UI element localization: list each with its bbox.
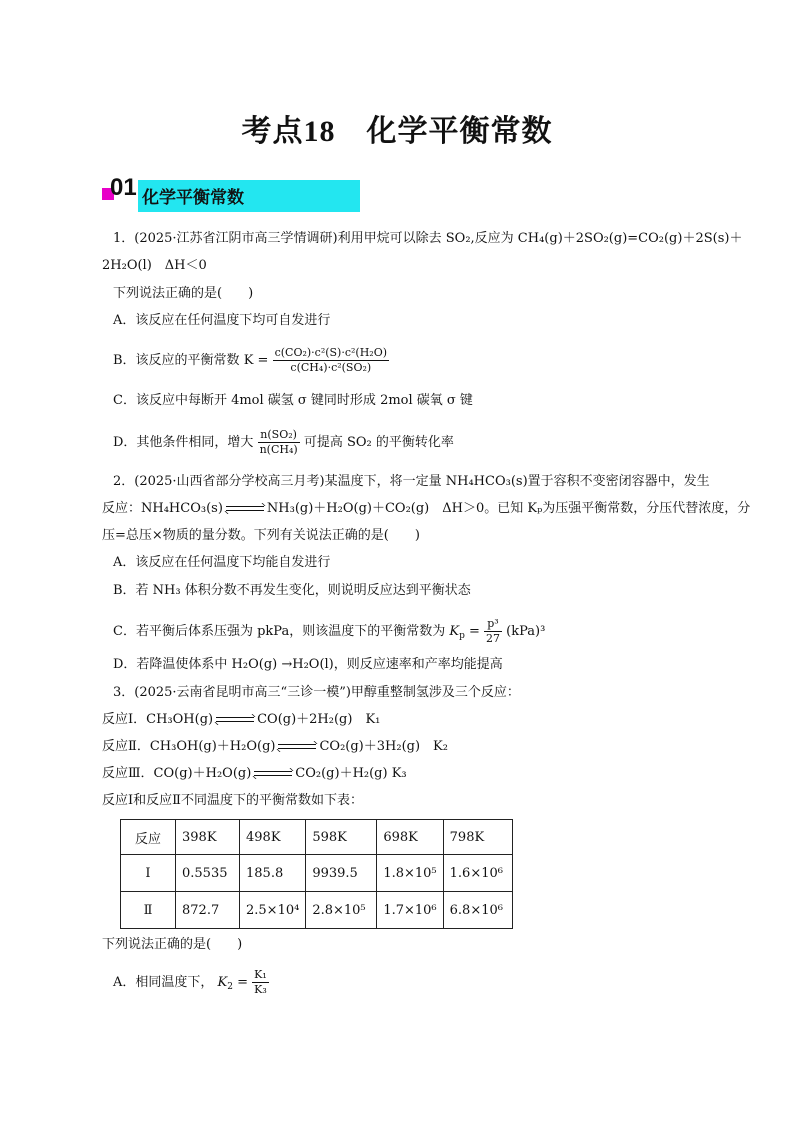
table-cell: 1.6×10⁶ <box>443 855 512 892</box>
equilibrium-arrow-icon <box>226 504 264 514</box>
q2-option-c: C．若平衡后体系压强为 pkPa，则该温度下的平衡常数为 $K_p$ = $\frac{\text{p³}}{27}$ (kPa)³ <box>113 617 546 645</box>
table-cell: 872.7 <box>176 892 240 929</box>
table-row <box>121 892 513 929</box>
table-cell: Ⅱ <box>121 892 176 929</box>
section-label: 化学平衡常数 <box>138 180 360 212</box>
q2-option-a: A．该反应在任何温度下均能自发进行 <box>113 555 331 570</box>
q3-option-a: A．相同温度下， $K_2$ = $\frac{\text{K₁}}{\text{K₃}}$ <box>113 968 267 996</box>
q1-ask: 下列说法正确的是( ) <box>113 286 254 301</box>
q1-b-fraction: $\frac{\text{c(CO₂)·c²(S)·c²(H₂O)}}{\text{c(CH₄)·c²(SO₂)}}$ <box>274 346 388 374</box>
table-header-cell: 反应 <box>121 820 176 855</box>
equilibrium-arrow-icon <box>254 769 292 779</box>
q3-a-fraction: $\frac{\text{K₁}}{\text{K₃}}$ <box>254 968 267 996</box>
table-header-row <box>121 820 513 855</box>
q2-stem-line2: 反应：NH₄HCO₃(s) NH₃(g)＋H₂O(g)＋CO₂(g) ΔH＞0。已知 Kₚ为压强平衡常数，分压代替浓度，分 <box>102 501 751 516</box>
equilibrium-constant-table <box>120 819 513 929</box>
table-header-cell: 498K <box>240 820 306 855</box>
q1-stem-line1: 1．(2025·江苏省江阴市高三学情调研)利用甲烷可以除去 SO₂,反应为 CH₄(g)＋2SO₂(g)=CO₂(g)＋2S(s)＋ <box>113 231 743 246</box>
q1-option-a: A．该反应在任何温度下均可自发进行 <box>113 313 331 328</box>
q1-stem-line2: 2H₂O(l) ΔH＜0 <box>102 258 207 273</box>
table-cell: 6.8×10⁶ <box>443 892 512 929</box>
q3-table-intro: 反应Ⅰ和反应Ⅱ不同温度下的平衡常数如下表： <box>102 793 363 808</box>
q1-option-c: C．该反应中每断开 4mol 碳氢 σ 键同时形成 2mol 碳氧 σ 键 <box>113 393 473 408</box>
q3-ask: 下列说法正确的是( ) <box>102 937 243 952</box>
q3-reaction-1: 反应Ⅰ．CH₃OH(g) CO(g)＋2H₂(g) K₁ <box>102 712 381 727</box>
q3-stem-line1: 3．(2025·云南省昆明市高三“三诊一模”)甲醇重整制氢涉及三个反应： <box>113 685 520 700</box>
q1-option-b: B．该反应的平衡常数 K = $\frac{\text{c(CO₂)·c²(S)·c²(H₂O)}}{\text{c(CH₄)·c²(SO₂)}}$ <box>113 346 388 374</box>
table-cell: 1.7×10⁶ <box>377 892 443 929</box>
q2-stem-line1: 2．(2025·山西省部分学校高三月考)某温度下，将一定量 NH₄HCO₃(s)置于容积不变密闭容器中，发生 <box>113 474 710 489</box>
q2-option-d: D．若降温使体系中 H₂O(g) →H₂O(l)，则反应速率和产率均能提高 <box>113 657 503 672</box>
q2-c-fraction: $\frac{\text{p³}}{27}$ <box>486 617 500 645</box>
q1-option-d: D．其他条件相同，增大 $\frac{\text{n(SO₂)}}{\text{n(CH₄)}}$ 可提高 SO₂ 的平衡转化率 <box>113 428 454 456</box>
table-cell: 0.5535 <box>176 855 240 892</box>
table-cell: 9939.5 <box>306 855 377 892</box>
q3-reaction-2: 反应Ⅱ．CH₃OH(g)＋H₂O(g) CO₂(g)＋3H₂(g) K₂ <box>102 739 448 754</box>
q3-reaction-3: 反应Ⅲ．CO(g)＋H₂O(g) CO₂(g)＋H₂(g) K₃ <box>102 766 407 781</box>
table-cell: 2.5×10⁴ <box>240 892 306 929</box>
equilibrium-arrow-icon <box>278 742 316 752</box>
table-cell: Ⅰ <box>121 855 176 892</box>
page-title: 考点18 化学平衡常数 <box>241 114 553 149</box>
q2-option-b: B．若 NH₃ 体积分数不再发生变化，则说明反应达到平衡状态 <box>113 583 471 598</box>
table-cell: 2.8×10⁵ <box>306 892 377 929</box>
q2-stem-line3: 压=总压×物质的量分数。下列有关说法正确的是( ) <box>102 528 420 543</box>
table-cell: 185.8 <box>240 855 306 892</box>
table-row <box>121 855 513 892</box>
table-header-cell: 698K <box>377 820 443 855</box>
equilibrium-arrow-icon <box>216 715 254 725</box>
table-header-cell: 598K <box>306 820 377 855</box>
section-number: 01 <box>110 174 137 201</box>
table-header-cell: 798K <box>443 820 512 855</box>
q1-d-fraction: $\frac{\text{n(SO₂)}}{\text{n(CH₄)}}$ <box>259 428 298 456</box>
table-header-cell: 398K <box>176 820 240 855</box>
table-cell: 1.8×10⁵ <box>377 855 443 892</box>
